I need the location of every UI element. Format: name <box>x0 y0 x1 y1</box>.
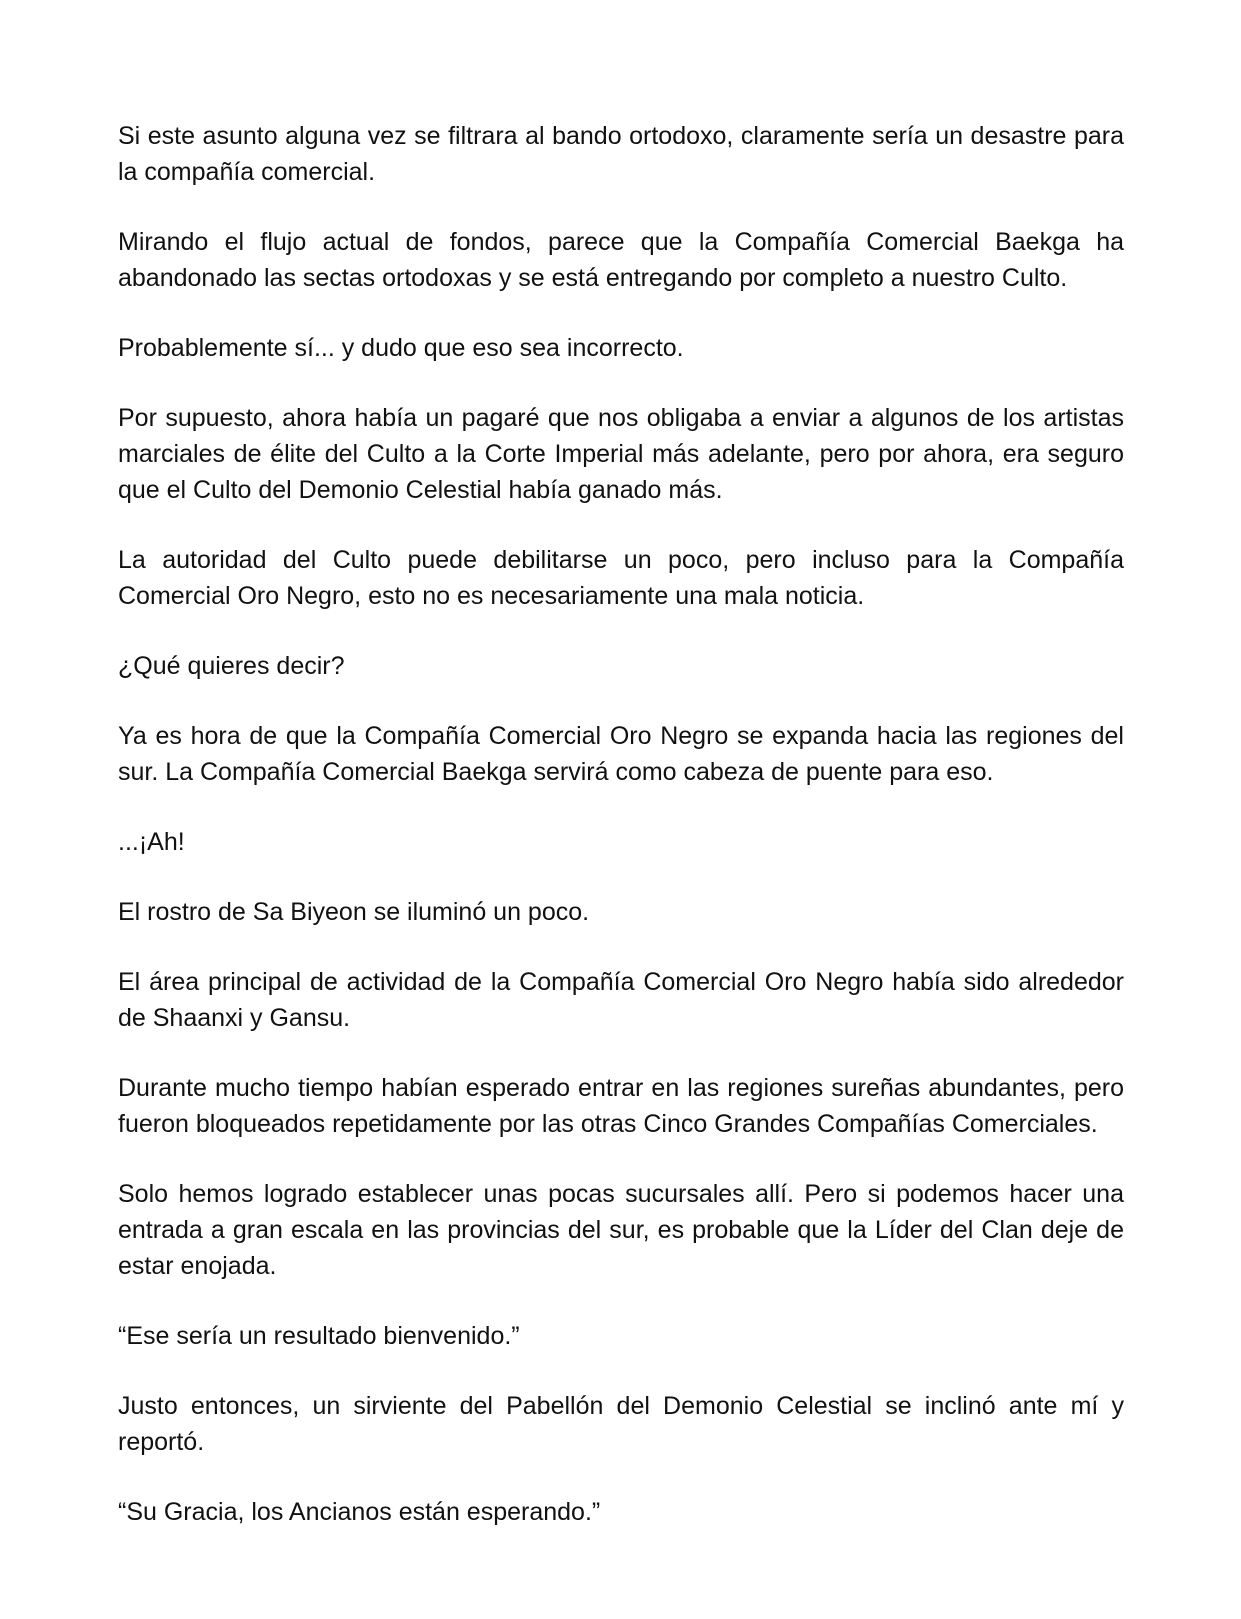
paragraph: Justo entonces, un sirviente del Pabellón del Demonio Celestial se inclinó ante mí y reportó. <box>118 1392 1124 1456</box>
paragraph: Durante mucho tiempo habían esperado entrar en las regiones sureñas abundantes, pero fueron bloqueados repetidamente por las otras Cinco Grandes Compañías Comerciales. <box>118 1074 1124 1138</box>
paragraph: Ya es hora de que la Compañía Comercial Oro Negro se expanda hacia las regiones del sur. La Compañía Comercial Baekga servirá como cabeza de puente para eso. <box>118 722 1124 786</box>
paragraph: Si este asunto alguna vez se filtrara al bando ortodoxo, claramente sería un desastre para la compañía comercial. <box>118 122 1124 186</box>
paragraph: El rostro de Sa Biyeon se iluminó un poco. <box>118 898 590 926</box>
paragraph: “Ese sería un resultado bienvenido.” <box>118 1322 520 1350</box>
document-page <box>118 118 1124 1530</box>
paragraph: El área principal de actividad de la Compañía Comercial Oro Negro había sido alrededor de Shaanxi y Gansu. <box>118 968 1124 1032</box>
paragraph: ¿Qué quieres decir? <box>118 652 345 680</box>
paragraph: Por supuesto, ahora había un pagaré que nos obligaba a enviar a algunos de los artistas marciales de élite del Culto a la Corte Imperial más adelante, pero por ahora, era seguro que el Culto del Demonio Celestial había ganado más. <box>118 404 1124 504</box>
paragraph: Probablemente sí... y dudo que eso sea incorrecto. <box>118 334 684 362</box>
paragraph: Mirando el flujo actual de fondos, parece que la Compañía Comercial Baekga ha abandonado las sectas ortodoxas y se está entregando por completo a nuestro Culto. <box>118 228 1124 292</box>
paragraph: Solo hemos logrado establecer unas pocas sucursales allí. Pero si podemos hacer una entrada a gran escala en las provincias del sur, es probable que la Líder del Clan deje de estar enojada. <box>118 1180 1124 1280</box>
paragraph: ...¡Ah! <box>118 828 185 856</box>
paragraph: “Su Gracia, los Ancianos están esperando.” <box>118 1498 601 1526</box>
paragraph: La autoridad del Culto puede debilitarse un poco, pero incluso para la Compañía Comercial Oro Negro, esto no es necesariamente una mala noticia. <box>118 546 1124 610</box>
